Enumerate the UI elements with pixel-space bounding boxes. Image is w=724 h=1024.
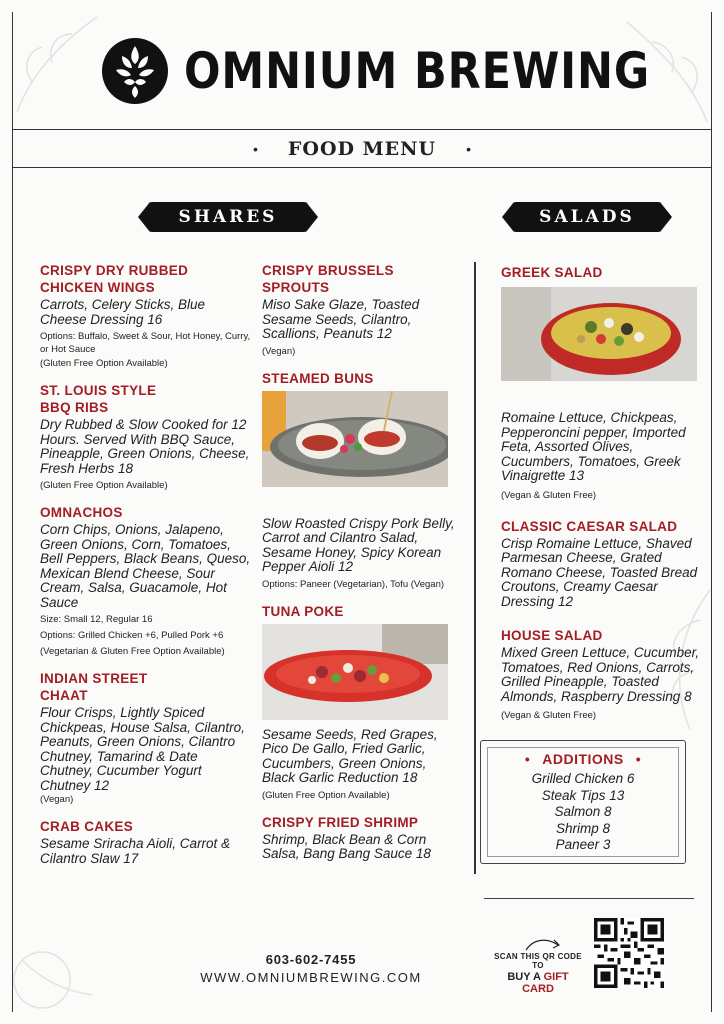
additions-box <box>480 740 686 864</box>
item-title: INDIAN STREET <box>40 671 148 686</box>
bullet-right: • <box>635 751 642 767</box>
item-note: Options: Grilled Chicken +6, Pulled Pork +6 <box>40 630 224 641</box>
additions-title-text: ADDITIONS <box>542 751 624 767</box>
food-menu-title: FOOD MENU <box>287 137 437 160</box>
item-note: (Gluten Free Option Available) <box>40 358 168 369</box>
leaf-decoration-icon <box>12 920 102 1012</box>
menu-item-greek-salad <box>501 264 701 502</box>
item-title: OMNACHOS <box>40 505 123 520</box>
item-note: (Vegan & Gluten Free) <box>501 489 597 501</box>
gift-card-qr-caption <box>490 952 586 995</box>
item-description: Sesame Seeds, Red Grapes, Pico De Gallo, Fried Garlic, Cucumbers, Green Onions, Black Garlic Reduction 18 <box>262 726 438 785</box>
bullet-left: • <box>524 751 531 767</box>
item-description: Mixed Green Lettuce, Cucumber, Tomatoes, Red Onions, Carrots, Grilled Pineapple, Toasted Almonds, Raspberry Dressing 8 <box>501 645 700 704</box>
food-menu-bar <box>12 130 712 168</box>
brand-name: OMNIUM BREWING <box>184 41 651 100</box>
bullet-right: • <box>466 140 471 157</box>
addition-item: Grilled Chicken 6 <box>531 771 635 786</box>
menu-item-chicken-wings <box>40 262 252 370</box>
item-title: CRISPY FRIED SHRIMP <box>262 814 419 830</box>
greek-salad-photo <box>501 287 697 381</box>
item-description: Slow Roasted Crispy Pork Belly, Carrot and Cilantro Salad, Sesame Honey, Spicy Korean Pepper Aioli 12 <box>262 515 455 574</box>
salads-banner: SALADS <box>512 202 662 232</box>
footer-divider <box>484 898 694 899</box>
menu-item-tuna-poke <box>262 603 462 802</box>
hop-cone-icon <box>100 36 170 106</box>
item-note: (Vegan) <box>40 794 74 805</box>
bullet-left: • <box>253 140 258 157</box>
salads-column <box>501 264 701 734</box>
item-note: Options: Buffalo, Sweet & Sour, Hot Honey, Curry, or Hot Sauce <box>40 331 251 355</box>
menu-item-house-salad <box>501 627 701 722</box>
item-note: Options: Paneer (Vegetarian), Tofu (Vegan) <box>262 578 445 590</box>
menu-item-brussels-sprouts <box>262 262 462 358</box>
item-title: STEAMED BUNS <box>262 370 374 386</box>
item-title: SPROUTS <box>262 280 330 295</box>
item-description: Corn Chips, Onions, Jalapeno, Green Onions, Corn, Tomatoes, Bell Peppers, Black Beans, Queso, Mexican Blend Cheese, Sour Cream, Salsa, Guacamole, Hot Sauce <box>40 522 251 610</box>
addition-item: Steak Tips 13 <box>541 787 625 803</box>
shares-banner: SHARES <box>148 202 308 232</box>
menu-item-bbq-ribs <box>40 382 252 492</box>
item-note: (Vegetarian & Gluten Free Option Available) <box>40 646 225 657</box>
item-description: Miso Sake Glaze, Toasted Sesame Seeds, Cilantro, Scallions, Peanuts 12 <box>262 297 420 341</box>
menu-item-crab-cakes <box>40 818 252 866</box>
shares-column-1 <box>40 262 252 878</box>
menu-item-caesar-salad <box>501 518 701 610</box>
item-description: Shrimp, Black Bean & Corn Salsa, Bang Bang Sauce 18 <box>262 831 431 861</box>
menu-item-indian-street-chaat <box>40 670 252 806</box>
addition-item: Salmon 8 <box>554 804 612 819</box>
tuna-poke-photo <box>262 624 448 720</box>
qr-caption-gift-card: GIFT CARD <box>522 971 569 995</box>
item-note: (Vegan & Gluten Free) <box>501 710 597 721</box>
item-title: BBQ RIBS <box>40 400 109 415</box>
item-title: CRISPY DRY RUBBED <box>40 263 189 278</box>
website-link[interactable]: WWW.OMNIUMBREWING.COM <box>200 970 422 985</box>
item-description: Sesame Sriracha Aioli, Carrot & Cilantro Slaw 17 <box>40 836 231 866</box>
item-note: (Gluten Free Option Available) <box>40 480 168 491</box>
item-description: Dry Rubbed & Slow Cooked for 12 Hours. Served With BBQ Sauce, Pineapple, Green Onions, Cheese, Fresh Herbs 18 <box>40 417 250 476</box>
additions-inner-border <box>487 747 679 857</box>
item-note: (Vegan) <box>262 345 296 357</box>
item-description: Crisp Romaine Lettuce, Shaved Parmesan Cheese, Grated Romano Cheese, Toasted Bread Croutons, Creamy Caesar Dressing 12 <box>501 535 698 609</box>
item-title: HOUSE SALAD <box>501 628 603 643</box>
addition-item: Paneer 3 <box>555 837 611 852</box>
item-title: CRISPY BRUSSELS <box>262 263 394 278</box>
addition-item: Shrimp 8 <box>555 820 611 836</box>
item-description: Flour Crisps, Lightly Spiced Chickpeas, House Salsa, Cilantro, Peanuts, Green Onions, Cilantro Chutney, Tamarind & Date Chutney, Cucumber Yogurt Chutney 12 <box>40 705 245 793</box>
qr-caption-line1: SCAN THIS QR CODE TO <box>494 952 582 970</box>
item-title: CRAB CAKES <box>40 819 134 834</box>
item-title: CHICKEN WINGS <box>40 280 155 295</box>
phone-number[interactable]: 603-602-7455 <box>265 952 357 967</box>
item-title: GREEK SALAD <box>501 265 603 280</box>
item-description: Romaine Lettuce, Chickpeas, Pepperoncini pepper, Imported Feta, Assorted Olives, Cucumbers, Tomatoes, Greek Vinaigrette 13 <box>501 410 686 483</box>
qr-code-icon[interactable] <box>594 918 664 988</box>
menu-item-crispy-fried-shrimp <box>262 814 462 862</box>
item-title: ST. LOUIS STYLE <box>40 383 157 398</box>
menu-item-omnachos <box>40 504 252 658</box>
item-title: CLASSIC CAESAR SALAD <box>501 518 678 534</box>
shares-column-2 <box>262 262 462 874</box>
steamed-buns-photo <box>262 391 448 487</box>
brand-header <box>12 12 712 130</box>
item-description: Carrots, Celery Sticks, Blue Cheese Dressing 16 <box>40 297 206 327</box>
qr-caption-buy: BUY A <box>507 971 544 983</box>
item-title: CHAAT <box>40 688 88 703</box>
column-divider <box>474 262 476 874</box>
item-note: (Gluten Free Option Available) <box>262 789 390 801</box>
item-note: Size: Small 12, Regular 16 <box>40 614 153 625</box>
contact-info <box>196 952 426 985</box>
menu-item-steamed-buns <box>262 370 462 591</box>
item-title: TUNA POKE <box>262 603 344 619</box>
